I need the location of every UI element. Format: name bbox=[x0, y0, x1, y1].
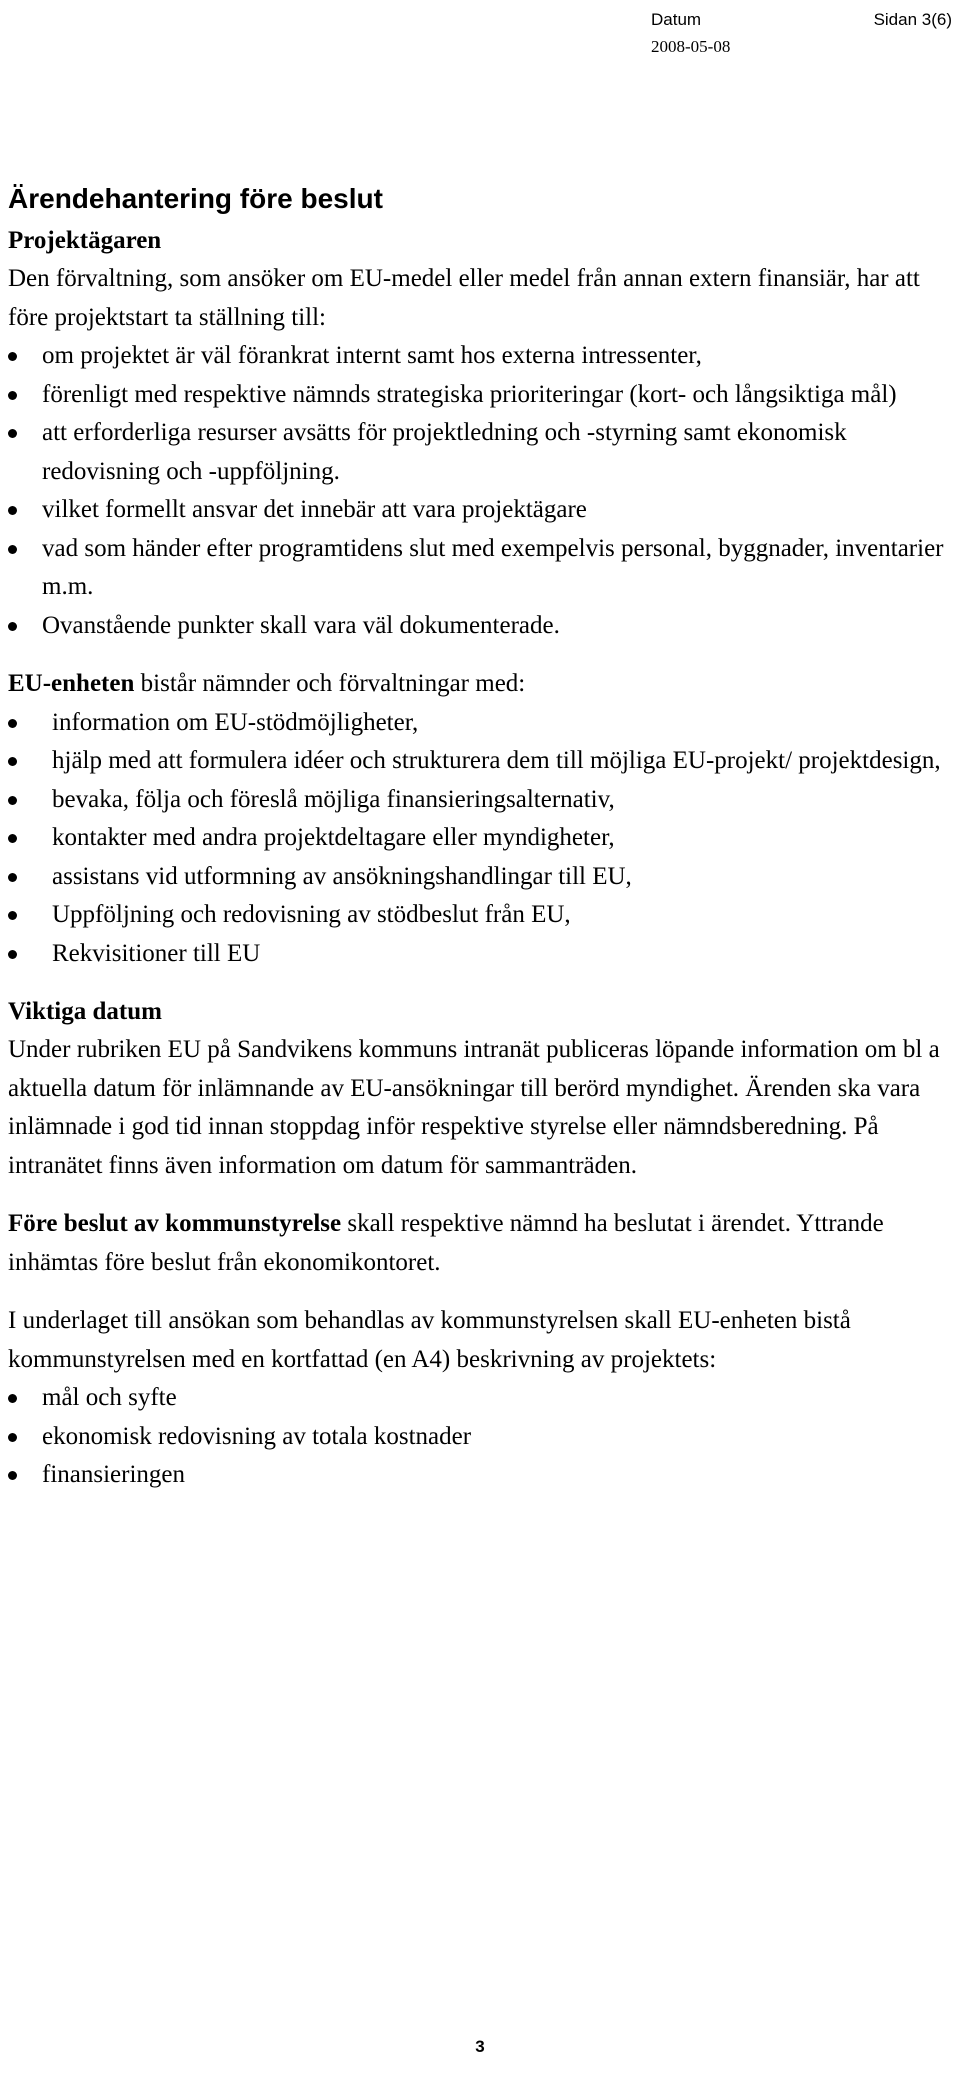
list-item: mål och syfte bbox=[8, 1379, 954, 1418]
page-header bbox=[0, 10, 960, 54]
list-item: Rekvisitioner till EU bbox=[8, 935, 954, 974]
section2-lead bbox=[8, 665, 954, 704]
list-item: ekonomisk redovisning av totala kostnader bbox=[8, 1418, 954, 1457]
list-item: om projektet är väl förankrat internt samt hos externa intressenter, bbox=[8, 337, 954, 376]
section4-text bbox=[8, 1205, 954, 1282]
section5-text: I underlaget till ansökan som behandlas av kommunstyrelsen skall EU-enheten bistå kommunstyrelsen med en kortfattad (en A4) beskrivning av projektets: bbox=[8, 1307, 851, 1373]
list-item: hjälp med att formulera idéer och strukturera dem till möjliga EU-projekt/ projektdesign, bbox=[8, 742, 954, 781]
section2-list bbox=[8, 704, 954, 974]
spacer bbox=[8, 1282, 954, 1302]
list-item: kontakter med andra projektdeltagare eller myndigheter, bbox=[8, 819, 954, 858]
fore-beslut-bold: Före beslut av kommunstyrelse bbox=[8, 1210, 342, 1237]
section1-intro: Den förvaltning, som ansöker om EU-medel eller medel från annan extern finansiär, har att före projektstart ta ställning till: bbox=[8, 265, 920, 331]
page-title: Ärendehantering före beslut bbox=[8, 183, 383, 214]
section4-rest: skall respektive nämnd ha beslutat i ärendet. Yttrande inhämtas före beslut från ekonomikontoret. bbox=[8, 1210, 884, 1276]
list-item: vad som händer efter programtidens slut med exempelvis personal, byggnader, inventarier m.m. bbox=[8, 530, 954, 607]
section-heading-viktiga-datum: Viktiga datum bbox=[8, 998, 162, 1025]
list-item: information om EU-stödmöjligheter, bbox=[8, 704, 954, 743]
list-item: att erforderliga resurser avsätts för projektledning och -styrning samt ekonomisk redovisning och -uppföljning. bbox=[8, 414, 954, 491]
list-item: Uppföljning och redovisning av stödbeslut från EU, bbox=[8, 896, 954, 935]
document-body bbox=[8, 176, 954, 1495]
eu-enheten-bold: EU-enheten bbox=[8, 670, 135, 697]
list-item: Ovanstående punkter skall vara väl dokumenterade. bbox=[8, 607, 954, 646]
spacer bbox=[8, 645, 954, 665]
list-item: vilket formellt ansvar det innebär att vara projektägare bbox=[8, 491, 954, 530]
section3-text: Under rubriken EU på Sandvikens kommuns intranät publiceras löpande information om bl a aktuella datum för inlämnande av EU-ansökningar till berörd myndighet. Ärenden ska vara inlämnade i god tid innan stoppdag inför respektive styrelse eller nämndsberedning. På intranätet finns även information om datum för sammanträden. bbox=[8, 1036, 940, 1179]
list-item: finansieringen bbox=[8, 1456, 954, 1495]
date-label: Datum bbox=[651, 10, 702, 29]
spacer bbox=[8, 973, 954, 993]
list-item: förenligt med respektive nämnds strategiska prioriteringar (kort- och långsiktiga mål) bbox=[8, 376, 954, 415]
section-heading-projektagaren: Projektägaren bbox=[8, 227, 162, 254]
list-item: bevaka, följa och föreslå möjliga finansieringsalternativ, bbox=[8, 781, 954, 820]
page-indicator: Sidan 3(6) bbox=[873, 10, 952, 29]
document-date: 2008-05-08 bbox=[651, 37, 731, 56]
section2-lead-rest: bistår nämnder och förvaltningar med: bbox=[134, 670, 526, 697]
list-item: assistans vid utformning av ansökningshandlingar till EU, bbox=[8, 858, 954, 897]
section5-list bbox=[8, 1379, 954, 1495]
spacer bbox=[8, 1185, 954, 1205]
footer-page-number: 3 bbox=[475, 2037, 485, 2056]
section1-list bbox=[8, 337, 954, 645]
